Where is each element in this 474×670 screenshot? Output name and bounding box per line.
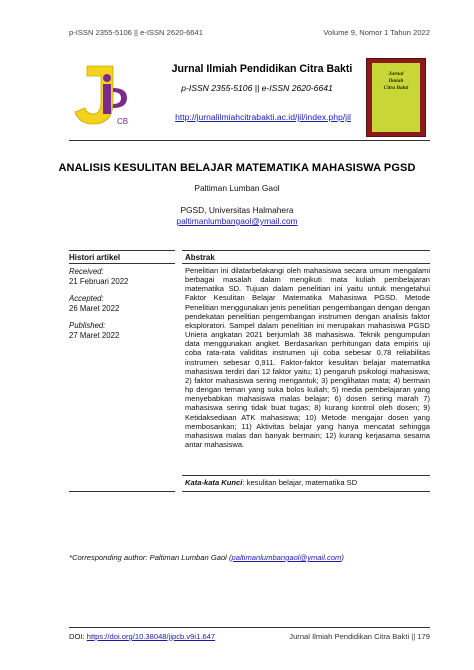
journal-url-link[interactable]: http://jurnalilmiahcitrabakti.ac.id/jil/index.php/jil (175, 112, 351, 122)
history-received (69, 267, 175, 286)
author-name: Paltiman Lumban Gaol (194, 183, 280, 193)
history-heading-rule (69, 263, 175, 264)
received-label: Received: (69, 267, 104, 276)
keywords-label: Kata-kata Kunci (185, 478, 243, 487)
svg-text:CB: CB (117, 117, 129, 126)
cover-text-2: Ilmiah (388, 78, 404, 84)
history-published (69, 321, 175, 340)
corr-email-link[interactable]: paltimanlumbangaol@ymail.com (231, 553, 342, 562)
abstract-text: Penelitian ini dilatarbelakangi oleh mahasiswa secara umum mengalami berbagai masalah dalam mengikuti mata kuliah pembelajaran matematika SD. Tujuan dalam penelitian ini yaitu untuk mengetahui Faktor Kesulitan Belajar Matematika Mahasiswa PGSD. Metode Penelitian menggunakan jenis penelitian pengembangan dengan dengan pendekatan penelitian pengembangan instrumen dengan analisis faktor eksploratori. Sampel dalam penelitian ini merupakan mahasiswa PGSD Uniera angkatan 2021 berjumlah 38 mahasiswa. Teknik pengumpulan data menggunakan angket. Berdasarkan perhitungan data empiris uji coba rata-rata validitas instrumen uji coba sebesar 0,78 reliabilitas instrumen sebesar 0,911. Faktor-faktor kesulitan belajar matematika mahasiswa terdiri dari 12 faktor yaitu; 1) pengaruh psikologi mahasiswa; 2) faktor mahasiswa sering mengantuk; 3) penglihatan mata; 4) bermain hp dengan teman yang suka bolos kuliah; 5) media pembelajaran yang menyebabkan mahasiswa malas belajar; 6) dosen sering marah 7) mahasiswa sering tidak buat tugas; 8) kurang kontrol oleh dosen; 9) Ketidaksediaan ATK mahasiswa; 10) Metode mengajar dosen yang membosankan; 11) Aktivitas belajar yang hanya mencatat sehingga mahasiswa malas dan banyak bermain; 12) kurang kerjasama sesama antar mahasiswa. (185, 266, 430, 449)
running-header (69, 28, 430, 40)
author-email (0, 216, 474, 226)
corr-prefix: *Corresponding author: Paltiman Lumban Gaol ( (69, 553, 232, 562)
article-title: ANALISIS KESULITAN BELAJAR MATEMATIKA MAHASISWA PGSD (58, 162, 416, 174)
abstract-heading-rule (182, 263, 430, 264)
abstract-bottom-rule (182, 491, 430, 492)
cover-text-3: Citra Bakti (383, 85, 409, 91)
keywords-value: : kesulitan belajar, matematika SD (242, 478, 358, 487)
doi-label: DOI: (69, 632, 87, 641)
issn-header: p-ISSN 2355-5106 || e-ISSN 2620-6641 (69, 28, 203, 37)
masthead-divider (69, 140, 430, 141)
cover-text-1: Jurnal (388, 71, 404, 77)
footer-doi (69, 632, 215, 641)
keywords (185, 478, 357, 487)
published-date: 27 Maret 2022 (69, 330, 120, 340)
received-date: 21 Februari 2022 (69, 276, 129, 286)
masthead-issn: p-ISSN 2355-5106 || e-ISSN 2620-6641 (181, 83, 333, 93)
author-email-link[interactable]: paltimanlumbangaol@ymail.com (176, 216, 298, 226)
author-affiliation: PGSD, Universitas Halmahera (180, 205, 294, 215)
history-bottom-rule (69, 491, 175, 492)
corresponding-author (69, 553, 344, 562)
published-label: Published: (69, 321, 106, 330)
doi-link[interactable]: https://doi.org/10.38048/jipcb.v9i1.647 (86, 632, 216, 641)
abstract-heading: Abstrak (185, 253, 215, 262)
history-heading: Histori artikel (69, 253, 121, 262)
keywords-rule (182, 475, 430, 476)
footer-divider (69, 627, 430, 628)
journal-cover-image (366, 58, 426, 137)
history-accepted (69, 294, 175, 313)
corr-suffix: ) (341, 553, 344, 562)
abstract-top-rule (182, 250, 430, 251)
accepted-date: 26 Maret 2022 (69, 303, 120, 313)
history-top-rule (69, 250, 175, 251)
journal-name: Jurnal Ilmiah Pendidikan Citra Bakti (171, 63, 353, 75)
volume-header: Volume 9, Nomor 1 Tahun 2022 (323, 28, 430, 37)
accepted-label: Accepted: (69, 294, 104, 303)
footer-journal-page: Jurnal Ilmiah Pendidikan Citra Bakti || 179 (289, 632, 430, 641)
